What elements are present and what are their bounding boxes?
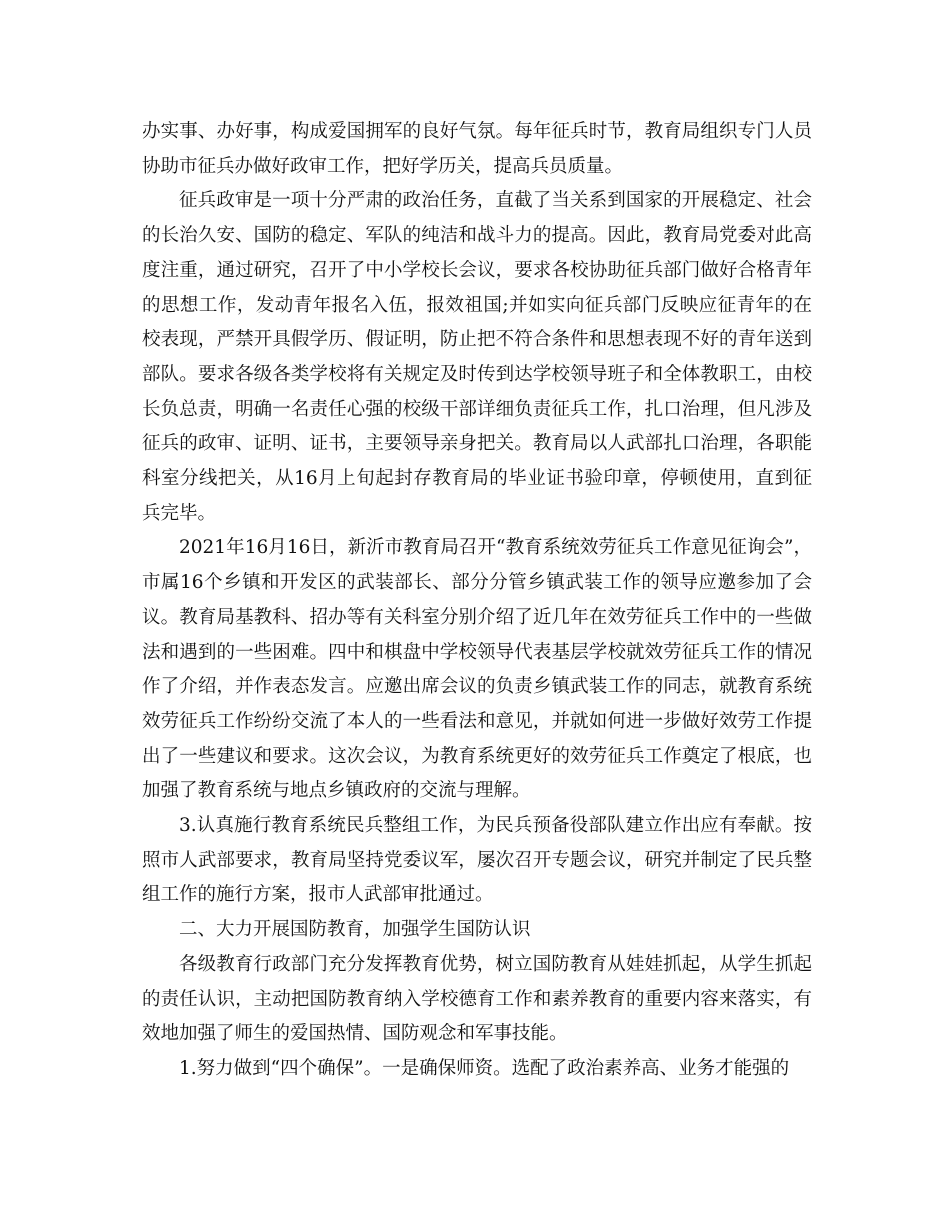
document-body: [142, 115, 812, 1087]
paragraph: 1.努力做到“四个确保”。一是确保师资。选配了政治素养高、业务才能强的: [179, 1057, 790, 1079]
paragraph: 办实事、办好事，构成爱国拥军的良好气氛。每年征兵时节，教育局组织专门人员协助市征兵办做好政审工作，把好学历关，提高兵员质量。: [142, 121, 812, 177]
paragraph: 2021年16月16日，新沂市教育局召开“教育系统效劳征兵工作意见征询会”，市属16个乡镇和开发区的武装部长、部分分管乡镇武装工作的领导应邀参加了会议。教育局基教科、招办等有关科室分别介绍了近几年在效劳征兵工作中的一些做法和遇到的一些困难。四中和棋盘中学校领导代表基层学校就效劳征兵工作的情况作了介绍，并作表态发言。应邀出席会议的负责乡镇武装工作的同志，就教育系统效劳征兵工作纷纷交流了本人的一些看法和意见，并就如何进一步做好效劳工作提出了一些建议和要求。这次会议，为教育系统更好的效劳征兵工作奠定了根底，也加强了教育系统与地点乡镇政府的交流与理解。: [142, 537, 812, 802]
paragraph: 3.认真施行教育系统民兵整组工作，为民兵预备役部队建立作出应有奉献。按照市人武部要求，教育局坚持党委议军，屡次召开专题会议，研究并制定了民兵整组工作的施行方案，报市人武部审批通过。: [142, 815, 812, 906]
paragraph: 各级教育行政部门充分发挥教育优势，树立国防教育从娃娃抓起，从学生抓起的责任认识，主动把国防教育纳入学校德育工作和素养教育的重要内容来落实，有效地加强了师生的爱国热情、国防观念和军事技能。: [142, 953, 812, 1045]
section-heading: 二、大力开展国防教育，加强学生国防认识: [179, 919, 531, 941]
paragraph: 征兵政审是一项十分严肃的政治任务，直截了当关系到国家的开展稳定、社会的长治久安、国防的稳定、军队的纯洁和战斗力的提高。因此，教育局党委对此高度注重，通过研究，召开了中小学校长会议，要求各校协助征兵部门做好合格青年的思想工作，发动青年报名入伍，报效祖国;并如实向征兵部门反映应征青年的在校表现，严禁开具假学历、假证明，防止把不符合条件和思想表现不好的青年送到部队。要求各级各类学校将有关规定及时传到达学校领导班子和全体教职工，由校长负总责，明确一名责任心强的校级干部详细负责征兵工作，扎口治理，但凡涉及征兵的政审、证明、证书，主要领导亲身把关。教育局以人武部扎口治理，各职能科室分线把关，从16月上旬起封存教育局的毕业证书验印章，停顿使用，直到征兵完毕。: [142, 190, 812, 524]
